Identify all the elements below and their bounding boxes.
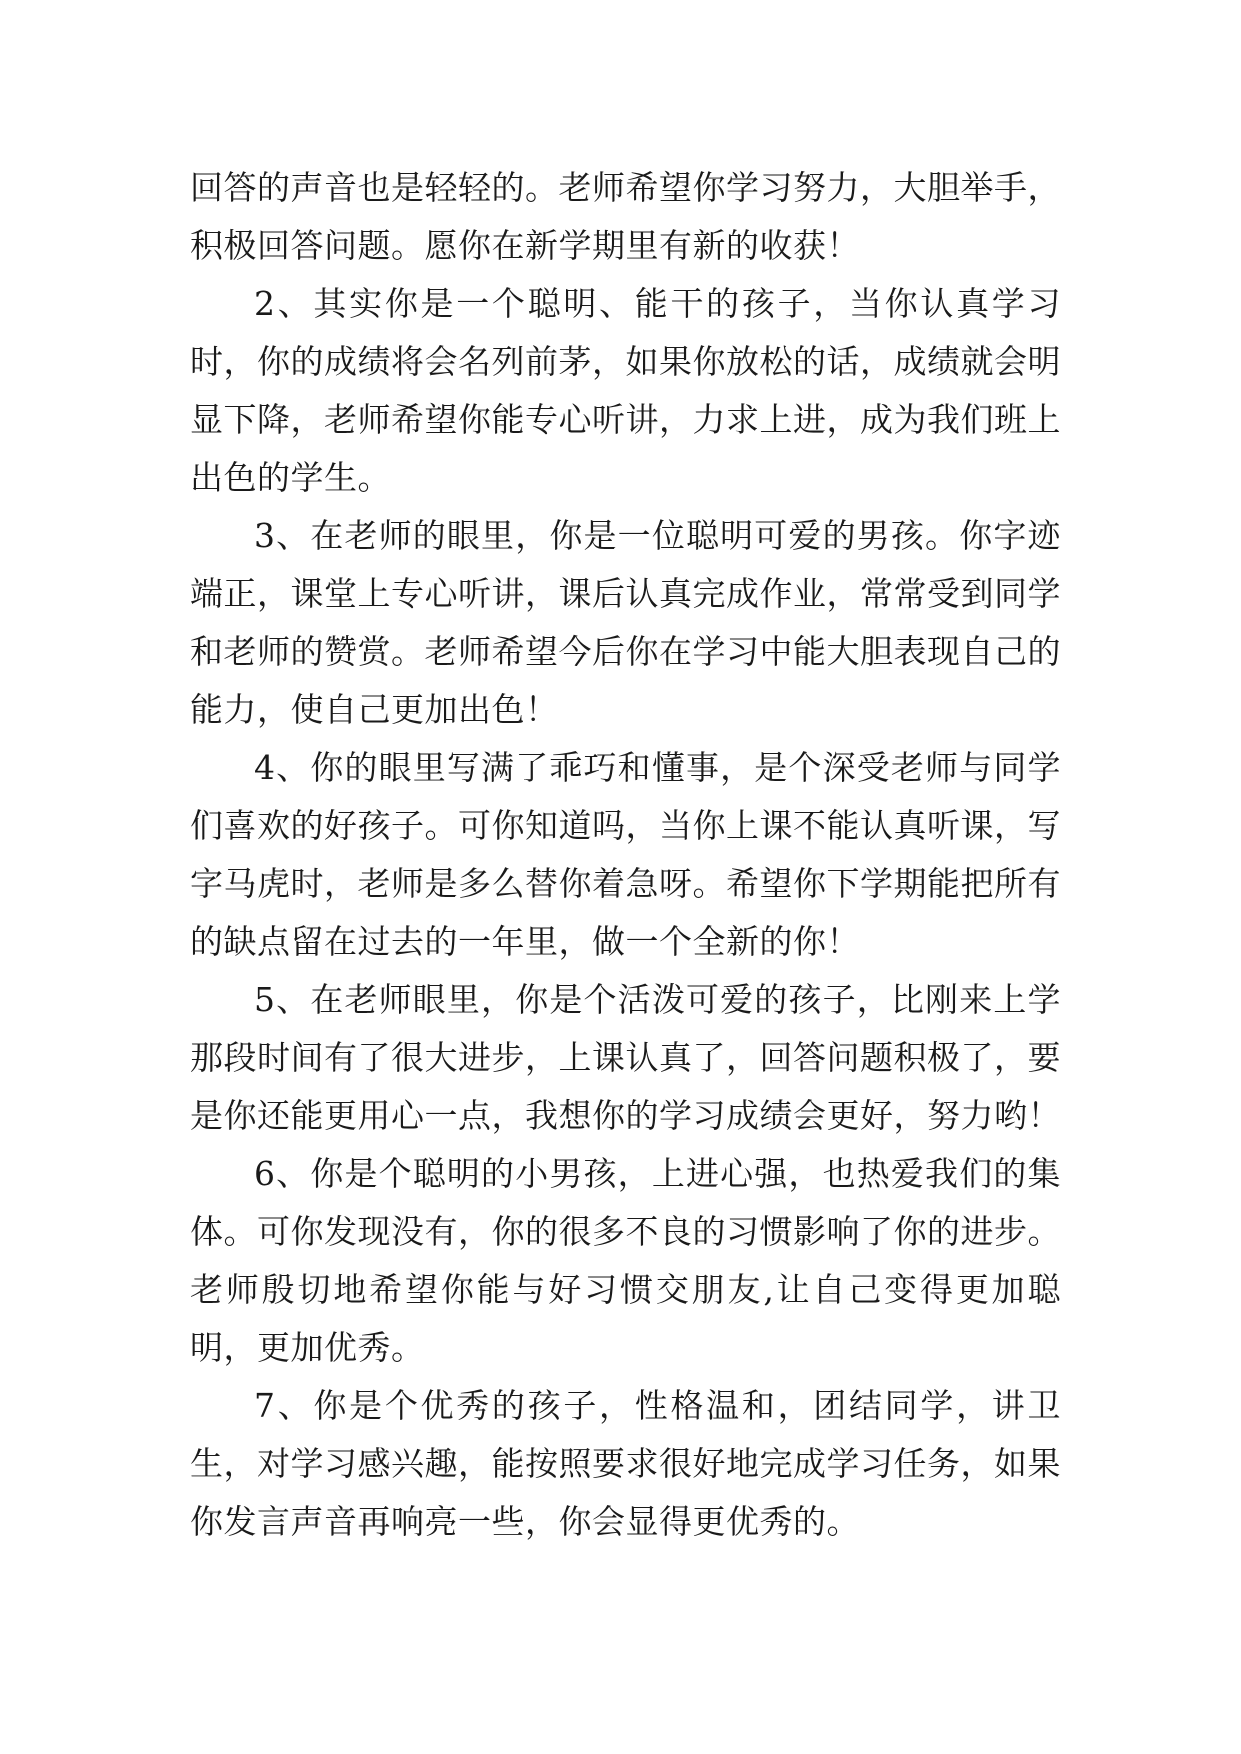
paragraph-4: 4、你的眼里写满了乖巧和懂事，是个深受老师与同学们喜欢的好孩子。可你知道吗，当你上课不能认真听课，写字马虎时，老师是多么替你着急呀。希望你下学期能把所有的缺点留在过去的一年里，做一个全新的你！ xyxy=(190,748,1061,961)
paragraph-2: 2、其实你是一个聪明、能干的孩子，当你认真学习时，你的成绩将会名列前茅，如果你放松的话，成绩就会明显下降，老师希望你能专心听讲，力求上进，成为我们班上出色的学生。 xyxy=(190,284,1061,497)
paragraph-1: 回答的声音也是轻轻的。老师希望你学习努力，大胆举手，积极回答问题。愿你在新学期里有新的收获！ xyxy=(190,168,1061,265)
paragraph-6: 6、你是个聪明的小男孩，上进心强，也热爱我们的集体。可你发现没有，你的很多不良的习惯影响了你的进步。老师殷切地希望你能与好习惯交朋友,让自己变得更加聪明，更加优秀。 xyxy=(190,1154,1061,1367)
document-body xyxy=(190,159,1061,1551)
paragraph-3: 3、在老师的眼里，你是一位聪明可爱的男孩。你字迹端正，课堂上专心听讲，课后认真完成作业，常常受到同学和老师的赞赏。老师希望今后你在学习中能大胆表现自己的能力，使自己更加出色！ xyxy=(190,516,1061,729)
paragraph-5: 5、在老师眼里，你是个活泼可爱的孩子，比刚来上学那段时间有了很大进步，上课认真了，回答问题积极了，要是你还能更用心一点，我想你的学习成绩会更好，努力哟！ xyxy=(190,980,1061,1135)
paragraph-7: 7、你是个优秀的孩子，性格温和，团结同学，讲卫生，对学习感兴趣，能按照要求很好地完成学习任务，如果你发言声音再响亮一些，你会显得更优秀的。 xyxy=(190,1386,1061,1541)
